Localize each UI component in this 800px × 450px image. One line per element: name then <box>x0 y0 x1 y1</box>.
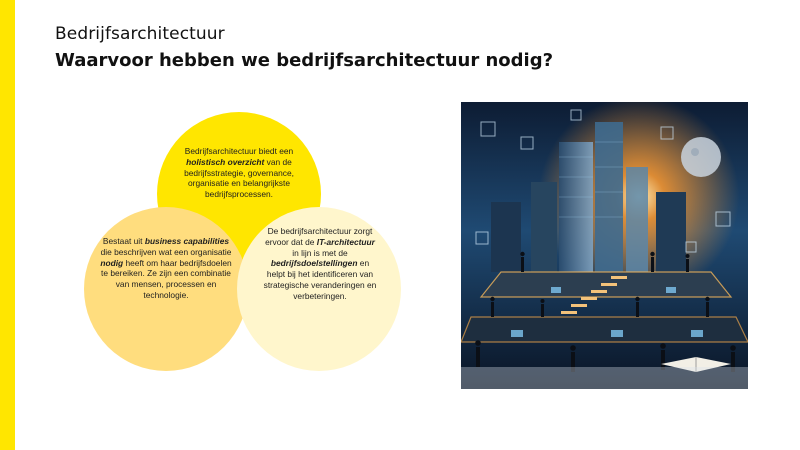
circle-right-emphasis-2: bedrijfsdoelstellingen <box>270 258 358 269</box>
circle-top-emphasis: holistisch overzicht <box>186 156 265 167</box>
heading-prefix: Waarvoor hebben we <box>55 50 277 71</box>
circle-right-text <box>262 226 378 302</box>
section-title: Bedrijfsarchitectuur <box>55 24 225 44</box>
circle-right-text-1: De bedrijfsarchitectuur zorgt ervoor dat de <box>265 226 373 247</box>
circle-left-text-1: Bestaat uit <box>102 236 145 246</box>
circle-left-emphasis-2: nodig <box>100 257 124 268</box>
accent-bar <box>0 0 15 450</box>
circle-left-text-3: heeft om haar bedrijfsdoelen te bereiken. Ze zijn een combinatie van mensen, processen en technologie. <box>101 257 232 300</box>
circle-left-text-2: die beschrijven wat een organisatie <box>100 246 232 257</box>
circle-top-text-1: Bedrijfsarchitectuur biedt een <box>184 146 294 156</box>
circle-right-text-3: en helpt bij het identificeren van strategische veranderingen en verbeteringen. <box>263 258 377 301</box>
slide-heading <box>55 50 553 71</box>
circle-top-text-2: van de bedrijfsstrategie, governance, organisatie en belangrijkste bedrijfsprocessen. <box>184 156 294 200</box>
circle-top-text <box>180 146 298 200</box>
circle-right-text-2: in lijn is met de <box>292 247 348 258</box>
city-architecture-illustration <box>461 102 748 389</box>
circle-right-emphasis-1: IT-architectuur <box>316 236 375 247</box>
illustration-graphic <box>461 102 748 389</box>
heading-strong: bedrijfsarchitectuur nodig? <box>276 50 554 71</box>
circle-left-emphasis-1: business capabilities <box>144 236 230 246</box>
circle-left-text <box>100 236 232 301</box>
